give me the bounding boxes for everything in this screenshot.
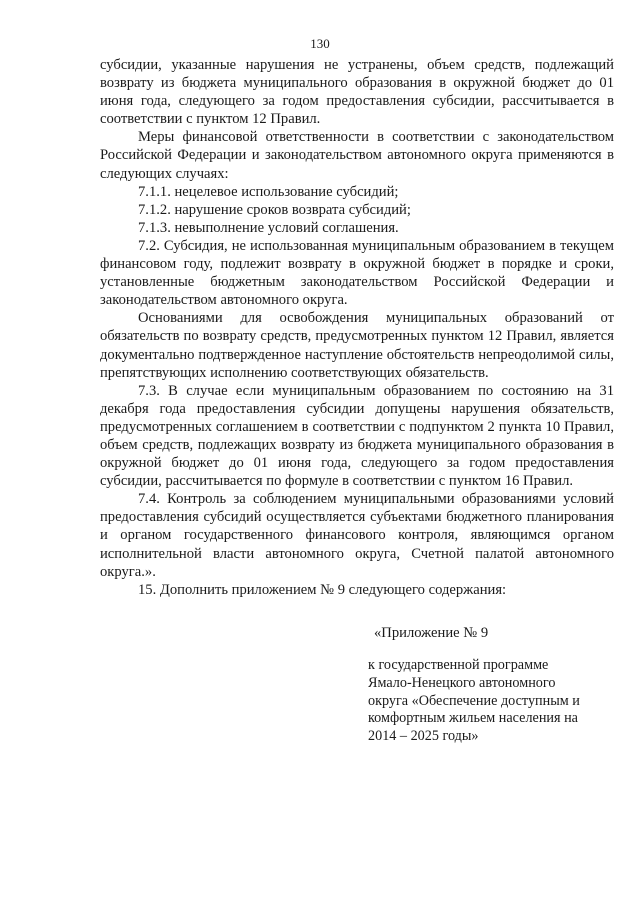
paragraph-7-1-1: 7.1.1. нецелевое использование субсидий; <box>138 183 399 200</box>
paragraph-7-2: 7.2. Субсидия, не использованная муниципальным образованием в текущем финансовом году, подлежит возврату в окружной бюджет в порядке и сроки, установленные бюджетным законодательством Российской Федерации и законодательством автономного округа. <box>100 237 614 309</box>
paragraph-continuation: субсидии, указанные нарушения не устранены, объем средств, подлежащий возврату из бюджета муниципального образования в окружной бюджет до 01 июня года, следующего за годом предоставления субсидии, рассчитывается в соответствии с пунктом 12 Правил. <box>100 57 614 128</box>
document-body <box>100 56 614 599</box>
page-number: 130 <box>310 36 330 51</box>
paragraph-grounds-for-release: Основаниями для освобождения муниципальных образований от обязательств по возврату средств, предусмотренных пунктом 12 Правил, является документально подтвержденное наступление обстоятельств непреодолимой силы, препятствующих исполнению соответствующих обязательств. <box>100 310 614 381</box>
paragraph-liability-measures: Меры финансовой ответственности в соответствии с законодательством Российской Федерации и законодательством автономного округа применяются в следующих случаях: <box>100 129 614 182</box>
appendix-line: комфортным жильем населения на <box>368 710 578 727</box>
paragraph-7-1-2: 7.1.2. нарушение сроков возврата субсидий; <box>138 201 411 218</box>
paragraph-7-4: 7.4. Контроль за соблюдением муниципальными образованиями условий предоставления субсидий осуществляется субъектами бюджетного планирования и органом государственного финансового контроля, являющимся органом исполнительной власти автономного округа, Счетной палатой автономного округа.». <box>100 491 614 580</box>
appendix-line: к государственной программе <box>368 657 549 673</box>
appendix-line: 2014 – 2025 годы» <box>368 728 479 745</box>
paragraph-7-1-3: 7.1.3. невыполнение условий соглашения. <box>138 219 399 236</box>
appendix-line: округа «Обеспечение доступным и <box>368 692 580 709</box>
appendix-line: Ямало-Ненецкого автономного <box>368 674 556 691</box>
appendix-title: «Приложение № 9 <box>374 625 489 641</box>
appendix-reference <box>368 657 608 746</box>
paragraph-15: 15. Дополнить приложением № 9 следующего содержания: <box>138 581 507 598</box>
paragraph-7-3: 7.3. В случае если муниципальным образованием по состоянию на 31 декабря года предоставления субсидии допущены нарушения обязательств, предусмотренных соглашением в соответствии с подпунктом 2 пункта 10 Правил, объем средств, подлежащих возврату из бюджета муниципального образования в окружной бюджет до 01 июня года, следующего за годом предоставления субсидии, рассчитывается по формуле в соответствии с пунктом 16 Правил. <box>100 382 614 490</box>
